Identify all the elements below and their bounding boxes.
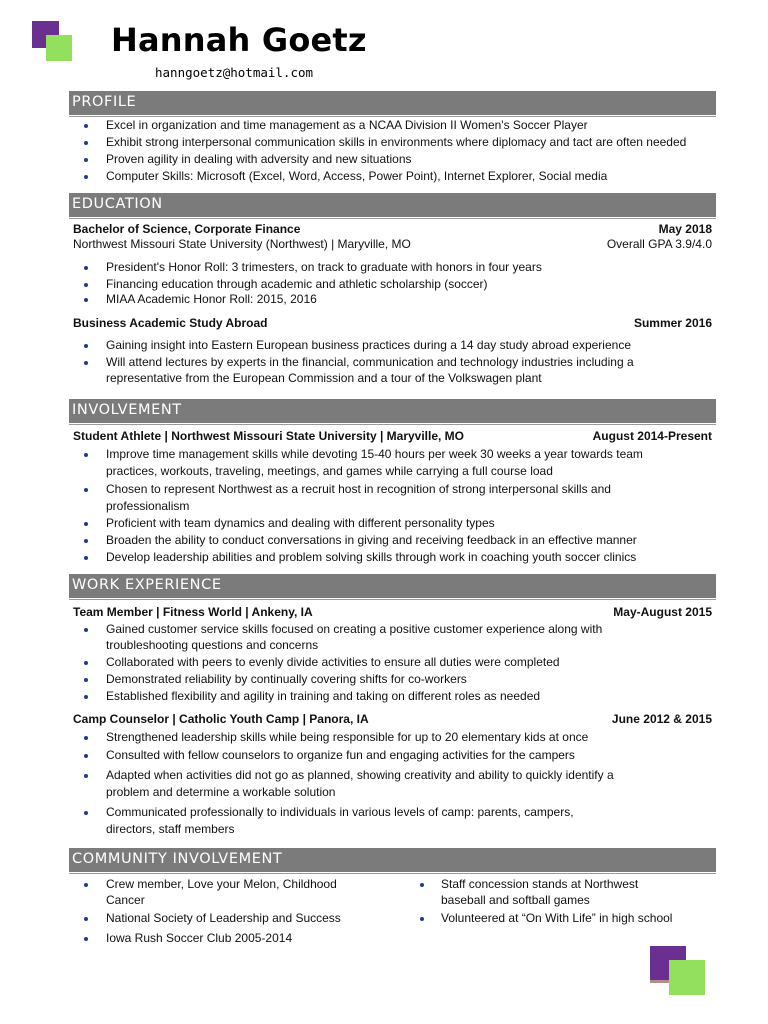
degree-title: Bachelor of Science, Corporate Finance	[73, 222, 301, 236]
section-rule	[69, 218, 716, 219]
section-title: INVOLVEMENT	[72, 402, 182, 418]
section-header-work-experience	[69, 574, 716, 598]
bullet-icon	[84, 361, 88, 365]
education-bullet: MIAA Academic Honor Roll: 2015, 2016	[106, 292, 317, 306]
job-bullet-cont: directors, staff members	[106, 822, 235, 836]
bullet-icon	[84, 661, 88, 665]
involvement-bullet-cont: professionalism	[106, 499, 190, 513]
bullet-icon	[84, 883, 88, 887]
gpa: Overall GPA 3.9/4.0	[606, 237, 712, 251]
bullet-icon	[84, 522, 88, 526]
bullet-icon	[84, 175, 88, 179]
job-title: Team Member | Fitness World | Ankeny, IA	[73, 605, 313, 619]
bullet-icon	[84, 141, 88, 145]
job-title: Camp Counselor | Catholic Youth Camp | Panora, IA	[73, 712, 369, 726]
bullet-icon	[84, 158, 88, 162]
involvement-bullet: Proficient with team dynamics and dealing with different personality types	[106, 516, 495, 530]
bullet-icon	[84, 124, 88, 128]
community-item: Staff concession stands at Northwest	[441, 877, 639, 891]
bullet-icon	[84, 628, 88, 632]
logo-squares-top	[32, 21, 74, 63]
bullet-icon	[84, 695, 88, 699]
job-bullet-cont: troubleshooting questions and concerns	[106, 638, 319, 652]
resume-name: Hannah Goetz	[111, 21, 367, 59]
bullet-icon	[420, 883, 424, 887]
abroad-bullet: Will attend lectures by experts in the financial, communication and technology industries including a	[106, 355, 634, 369]
involvement-bullet: Improve time management skills while devoting 15-40 hours per week 30 weeks a year towards team	[106, 447, 643, 461]
bullet-icon	[84, 344, 88, 348]
bullet-icon	[84, 678, 88, 682]
bullet-icon	[84, 488, 88, 492]
section-title: COMMUNITY INVOLVEMENT	[72, 851, 283, 867]
bullet-icon	[84, 266, 88, 270]
profile-bullet: Excel in organization and time management as a NCAA Division II Women's Soccer Player	[106, 118, 588, 132]
job-date: May-August 2015	[613, 605, 712, 619]
involvement-bullet: Chosen to represent Northwest as a recruit host in recognition of strong interpersonal skills and	[106, 482, 611, 496]
job-bullet: Consulted with fellow counselors to organize fun and engaging activities for the campers	[106, 748, 575, 762]
job-bullet: Strengthened leadership skills while being responsible for up to 20 elementary kids at once	[106, 730, 589, 744]
section-rule	[69, 116, 716, 117]
community-item-cont: baseball and softball games	[441, 893, 590, 907]
involvement-bullet: Broaden the ability to conduct conversations in giving and receiving feedback in an effective manner	[106, 533, 637, 547]
job-bullet: Demonstrated reliability by continually covering shifts for co-workers	[106, 672, 467, 686]
bullet-icon	[84, 754, 88, 758]
section-header-profile	[69, 91, 716, 115]
community-item: National Society of Leadership and Success	[106, 911, 341, 925]
section-title: EDUCATION	[72, 196, 163, 212]
section-rule	[69, 873, 716, 874]
job-bullet: Communicated professionally to individuals in various levels of camp: parents, campers,	[106, 805, 574, 819]
section-rule	[69, 424, 716, 425]
involvement-bullet: Develop leadership abilities and problem solving skills through work in coaching youth soccer clinics	[106, 550, 637, 564]
bullet-icon	[84, 811, 88, 815]
bullet-icon	[84, 298, 88, 302]
degree-date: May 2018	[658, 222, 712, 236]
logo-squares-bottom	[650, 946, 706, 998]
job-bullet: Adapted when activities did not go as planned, showing creativity and ability to quickly identify a	[106, 768, 614, 782]
education-bullet: President's Honor Roll: 3 trimesters, on track to graduate with honors in four years	[106, 260, 542, 274]
profile-bullet: Exhibit strong interpersonal communication skills in environments where diplomacy and tact are often needed	[106, 135, 687, 149]
profile-bullet: Computer Skills: Microsoft (Excel, Word, Access, Power Point), Internet Explorer, Social media	[106, 169, 608, 183]
bullet-icon	[84, 453, 88, 457]
section-rule	[69, 599, 716, 600]
job-bullet: Collaborated with peers to evenly divide activities to ensure all duties were completed	[106, 655, 560, 669]
job-bullet: Gained customer service skills focused on creating a positive customer experience along with	[106, 622, 603, 636]
community-item: Crew member, Love your Melon, Childhood	[106, 877, 337, 891]
bullet-icon	[84, 736, 88, 740]
section-header-involvement	[69, 399, 716, 423]
involvement-role: Student Athlete | Northwest Missouri State University | Maryville, MO	[73, 429, 465, 443]
involvement-bullet-cont: practices, workouts, traveling, meetings, and games while carrying a full course load	[106, 464, 553, 478]
job-bullet-cont: problem and determine a workable solution	[106, 785, 336, 799]
community-item: Volunteered at “On With Life” in high school	[441, 911, 673, 925]
school-name: Northwest Missouri State University (Northwest) | Maryville, MO	[73, 237, 411, 251]
section-title: WORK EXPERIENCE	[72, 577, 222, 593]
bullet-icon	[420, 917, 424, 921]
green-square	[669, 960, 705, 995]
bullet-icon	[84, 937, 88, 941]
email-link[interactable]: hanngoetz@hotmail.com	[155, 65, 314, 80]
abroad-bullet: Gaining insight into Eastern European business practices during a 14 day study abroad experience	[106, 338, 631, 352]
involvement-date: August 2014-Present	[592, 429, 712, 443]
abroad-bullet-cont: representative from the European Commission and a tour of the Volkswagen plant	[106, 371, 542, 385]
bullet-icon	[84, 283, 88, 287]
education-bullet: Financing education through academic and athletic scholarship (soccer)	[106, 277, 488, 291]
job-date: June 2012 & 2015	[611, 712, 712, 726]
section-header-community	[69, 848, 716, 872]
green-square	[46, 35, 72, 61]
study-abroad-title: Business Academic Study Abroad	[73, 316, 268, 330]
bullet-icon	[84, 774, 88, 778]
bullet-icon	[84, 917, 88, 921]
section-header-education	[69, 193, 716, 217]
community-item-cont: Cancer	[106, 893, 145, 907]
section-title: PROFILE	[72, 94, 137, 110]
study-abroad-date: Summer 2016	[633, 316, 712, 330]
job-bullet: Established flexibility and agility in training and taking on different roles as needed	[106, 689, 541, 703]
community-item: Iowa Rush Soccer Club 2005-2014	[106, 931, 293, 945]
profile-bullet: Proven agility in dealing with adversity and new situations	[106, 152, 412, 166]
bullet-icon	[84, 556, 88, 560]
bullet-icon	[84, 539, 88, 543]
